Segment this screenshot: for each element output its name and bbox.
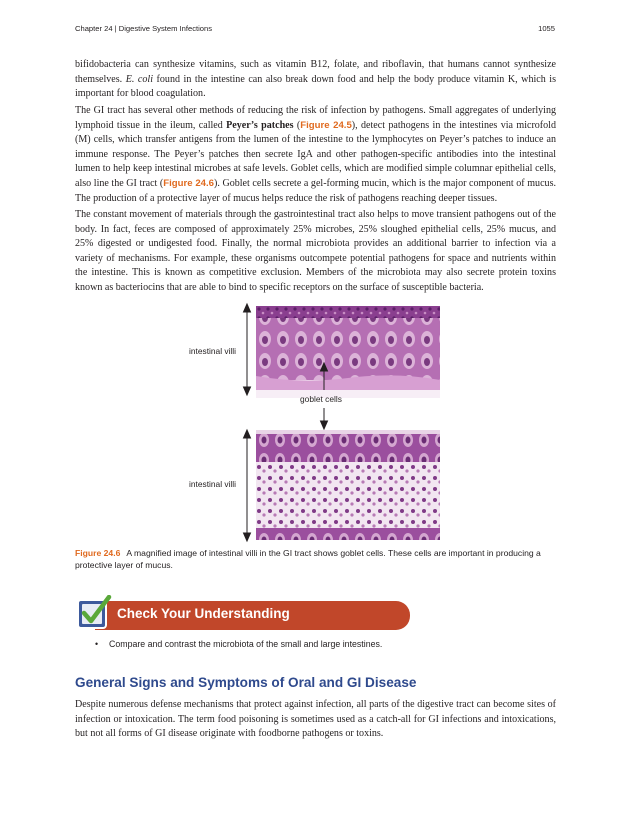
arrowhead-up-icon xyxy=(321,363,328,371)
check-understanding-title: Check Your Understanding xyxy=(117,606,290,621)
paragraph-2-text-d: ). Goblet cells secrete a gel-forming mucin, which is the major component of mucus. The production of a protective layer of mucus helps reduce the risk of pathogens reaching deeper tissues. xyxy=(75,177,556,204)
figure-caption xyxy=(75,547,556,571)
section-heading: General Signs and Symptoms of Oral and GI Disease xyxy=(75,675,417,690)
paragraph-2 xyxy=(75,104,556,206)
label-intestinal-villi-top: intestinal villi xyxy=(189,346,237,356)
paragraph-1-text-a: bifidobacteria can synthesize vitamins, such as vitamin B12, folate, and riboflavin, that humans cannot synthesize themselves. xyxy=(75,59,556,85)
species-name: E. coli xyxy=(125,73,153,85)
figure-24-6-link[interactable]: Figure 24.6 xyxy=(163,177,215,189)
paragraph-3: The constant movement of materials through the gastrointestinal tract also helps to move transient pathogens out of the body. In fact, feces are composed of approximately 25% microbes, 25% sloughed epithelial cells, 25% mucus, and 25% digested or undigested food. Finally, the normal microbiota provides an additional barrier to infection via a variety of mechanisms. For example, these organisms outcompete potential pathogens for space and nutrients within the intestine. This is known as competitive exclusion. Members of the microbiota may also secrete protein toxins known as bacteriocins that are able to bind to specific receptors on the surface of susceptible bacteria. xyxy=(75,209,556,293)
label-goblet-cells: goblet cells xyxy=(300,394,342,404)
caption-label: Figure 24.6 xyxy=(75,548,121,558)
figure-24-5-link[interactable]: Figure 24.5 xyxy=(300,119,352,131)
paragraph-1 xyxy=(75,58,556,102)
micrograph-bottom xyxy=(256,430,440,540)
paragraph-2-text-a: The GI tract has several other methods of reducing the risk of infection by pathogens. Small aggregates of underlying lymphoid tissue in the ileum, called xyxy=(75,105,556,131)
caption-text: A magnified image of intestinal villi in the GI tract shows goblet cells. These cells are important in producing a protective layer of mucus. xyxy=(75,548,541,570)
arrowhead-up-icon xyxy=(244,430,251,438)
paragraph-2-text-b: ( xyxy=(293,119,301,131)
paragraph-1-text-b: found in the intestine can also break down food and help the body produce vitamin K, which is important for blood coagulation. xyxy=(75,73,556,100)
page-number: 1055 xyxy=(538,24,555,33)
figure-brackets xyxy=(236,300,266,545)
arrowhead-up-icon xyxy=(244,304,251,312)
paragraph-2-text-c: ), detect pathogens in the intestines via microfold (M) cells, which transfer antigens from the lumen of the intestine to the lymphocytes on Peyer’s patches to induce an immune response. The Peyer’s patches then secrete IgA and other pathogen-specific antibodies into the intestinal lumen to help keep intestinal microbes at safe levels. Goblet cells, which are modified simple columnar epithelial cells, also line the GI tract ( xyxy=(75,119,556,189)
bullet: • xyxy=(95,639,99,649)
arrowhead-down-icon xyxy=(244,533,251,541)
list-item-text: Compare and contrast the microbiota of the small and large intestines. xyxy=(109,639,383,649)
micrograph-top xyxy=(256,306,440,398)
checkbox-check-icon xyxy=(76,595,112,631)
term-peyers-patches: Peyer’s patches xyxy=(226,119,294,131)
label-intestinal-villi-bottom: intestinal villi xyxy=(189,479,237,489)
section-paragraph: Despite numerous defense mechanisms that protect against infection, all parts of the digestive tract can become sites of infection or intoxication. The term food poisoning is sometimes used as a catch-all for GI infections and intoxications, but not all forms of GI disease originate with foodborne pathogens or toxins. xyxy=(75,699,556,740)
arrowhead-down-icon xyxy=(244,387,251,395)
running-head xyxy=(75,24,555,33)
chapter-title: Chapter 24 | Digestive System Infections xyxy=(75,24,213,33)
arrowhead-down-icon xyxy=(321,421,328,429)
